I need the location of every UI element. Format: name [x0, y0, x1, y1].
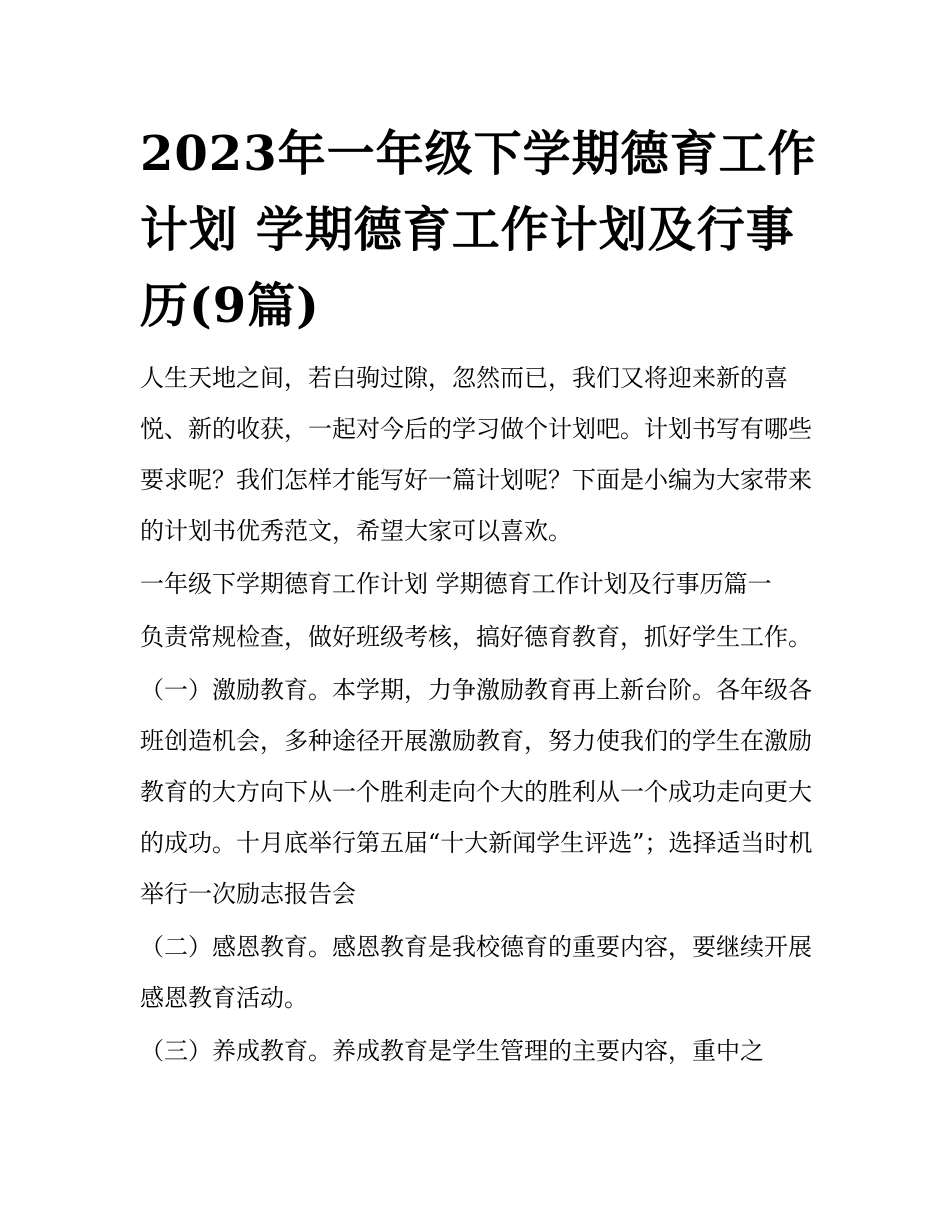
list-item-incentive-education: （一）激励教育。本学期，力争激励教育再上新台阶。各年级各班创造机会，多种途径开展激励教育，努力使我们的学生在激励教育的大方向下从一个胜利走向个大的胜利从一个成功走向更大的成功。十月底举行第五届“十大新闻学生评选”；选择适当时机举行一次励志报告会 — [140, 676, 813, 908]
document-body — [140, 353, 820, 1077]
list-item-habit-education: （三）养成教育。养成教育是学生管理的主要内容，重中之 — [140, 1037, 764, 1065]
body-paragraph: 负责常规检查，做好班级考核，搞好德育教育，抓好学生工作。 — [140, 623, 812, 651]
document-title: 2023年一年级下学期德育工作计划 学期德育工作计划及行事历(9篇) — [140, 126, 817, 334]
section-heading: 一年级下学期德育工作计划 学期德育工作计划及行事历篇一 — [140, 570, 772, 598]
intro-paragraph: 人生天地之间，若白驹过隙，忽然而已，我们又将迎来新的喜悦、新的收获，一起对今后的学习做个计划吧。计划书写有哪些要求呢？我们怎样才能写好一篇计划呢？下面是小编为大家带来的计划书优秀范文，希望大家可以喜欢。 — [140, 364, 812, 545]
list-item-gratitude-education: （二）感恩教育。感恩教育是我校德育的重要内容，要继续开展感恩教育活动。 — [140, 933, 812, 1012]
